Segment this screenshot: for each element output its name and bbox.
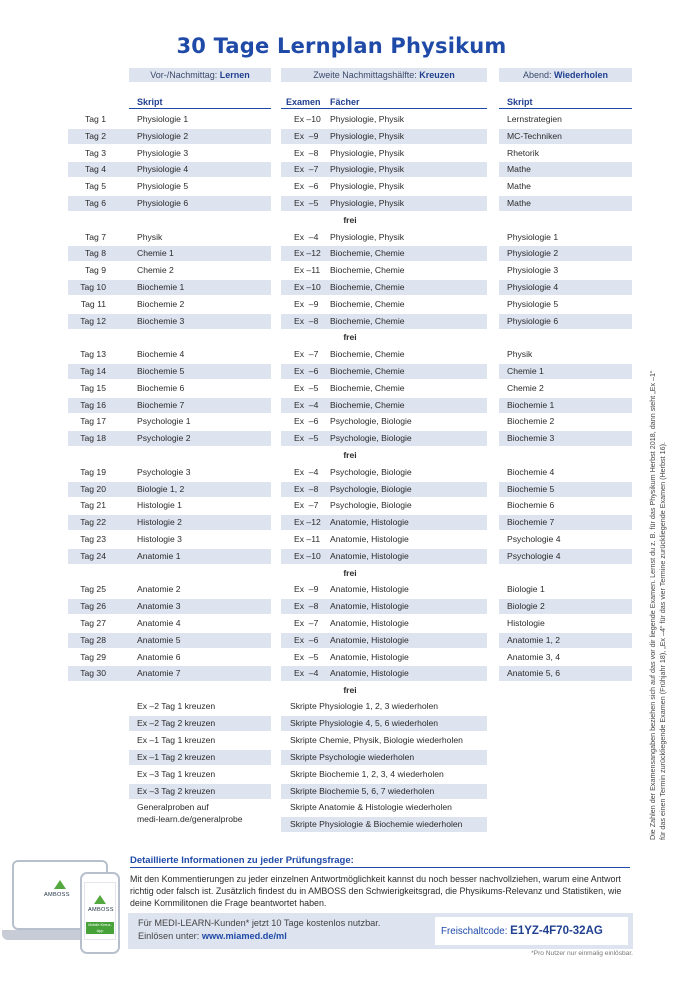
- day-label: Tag 22: [80, 517, 106, 528]
- plan-row: [0, 482, 683, 497]
- skript-cell: Biochemie 5: [137, 366, 185, 376]
- examen-cell: Ex –5: [294, 651, 319, 662]
- plan-row: [0, 263, 683, 278]
- plan-row: [0, 297, 683, 312]
- skript-cell: Anatomie 7: [137, 668, 181, 679]
- examen-cell: Ex –10: [294, 282, 321, 292]
- unlock-code: E1YZ-4F70-32AG: [510, 925, 603, 937]
- faecher-cell: Anatomie, Histologie: [330, 534, 409, 544]
- band-kreuzen: [281, 68, 487, 82]
- faecher-cell: Anatomie, Histologie: [330, 550, 409, 561]
- plan-row: [0, 230, 683, 245]
- band-lernen-prefix: Vor-/Nachmittag:: [150, 70, 220, 80]
- faecher-cell: Biochemie, Chemie: [330, 298, 405, 309]
- skript-cell: Physiologie 4: [137, 164, 189, 175]
- plan-row: [0, 549, 683, 564]
- faecher-cell: Biochemie, Chemie: [330, 382, 405, 393]
- review-row: [0, 817, 683, 832]
- day-label: Tag 5: [84, 181, 106, 192]
- plan-row: [0, 314, 683, 329]
- skript-cell: Psychologie 1: [137, 416, 191, 427]
- abend-cell: Mathe: [507, 164, 531, 175]
- examen-cell: Ex –4: [294, 466, 319, 477]
- faecher-cell: Psychologie, Biologie: [330, 466, 412, 477]
- plan-row: [0, 650, 683, 665]
- abend-cell: Physiologie 3: [507, 265, 559, 276]
- footer-heading: Detaillierte Informationen zu jeder Prüfungsfrage:: [130, 855, 354, 866]
- review-row: [0, 699, 683, 714]
- day-label: Tag 8: [84, 248, 106, 259]
- abend-cell: Biochemie 3: [507, 433, 555, 444]
- faecher-cell: Physiologie, Physik: [330, 164, 405, 175]
- faecher-cell: Psychologie, Biologie: [330, 483, 412, 494]
- plan-row: [0, 633, 683, 648]
- plan-row: [0, 666, 683, 681]
- frei-day-label: frei: [343, 332, 357, 343]
- abend-cell: Psychologie 4: [507, 550, 561, 561]
- skript-cell: Histologie 3: [137, 534, 182, 544]
- day-label: Tag 1: [84, 114, 106, 124]
- review-row: [0, 784, 683, 799]
- exam-day-text: Ex –2 Tag 1 kreuzen: [137, 701, 216, 711]
- skript-cell: Anatomie 1: [137, 550, 181, 561]
- skript-cell: Biochemie 3: [137, 315, 185, 326]
- skript-cell: Biochemie 6: [137, 382, 185, 393]
- frei-day-label: frei: [343, 214, 357, 225]
- skript-cell: Anatomie 4: [137, 618, 181, 628]
- skript-cell: Physiologie 3: [137, 147, 189, 158]
- faecher-cell: Anatomie, Histologie: [330, 618, 409, 628]
- plan-row: [0, 112, 683, 127]
- plan-row: [0, 465, 683, 480]
- faecher-cell: Biochemie, Chemie: [330, 349, 405, 360]
- examen-cell: Ex –9: [294, 584, 319, 595]
- abend-cell: Mathe: [507, 181, 531, 192]
- review-row: [0, 800, 683, 815]
- frei-day-label: frei: [343, 685, 357, 696]
- band-kreuzen-prefix: Zweite Nachmittagshälfte:: [313, 70, 420, 80]
- abend-cell: Anatomie 3, 4: [507, 651, 561, 662]
- day-label: Tag 19: [80, 466, 106, 477]
- skript-cell: Chemie 1: [137, 248, 174, 259]
- day-label: Tag 17: [80, 416, 106, 427]
- plan-row: [0, 381, 683, 396]
- examen-cell: Ex –10: [294, 550, 321, 561]
- frei-day-label: frei: [343, 567, 357, 578]
- examen-cell: Ex –8: [294, 601, 319, 612]
- amboss-logo-icon: [54, 880, 66, 889]
- abend-cell: Biochemie 6: [507, 500, 555, 511]
- header-rule-kreuzen: [281, 108, 487, 109]
- abend-cell: Biochemie 2: [507, 416, 555, 427]
- review-row: [0, 750, 683, 765]
- faecher-cell: Physiologie, Physik: [330, 114, 405, 124]
- skript-cell: Anatomie 5: [137, 634, 181, 645]
- skript-cell: Psychologie 2: [137, 433, 191, 444]
- abend-cell: Chemie 1: [507, 366, 544, 376]
- abend-cell: Histologie: [507, 618, 545, 628]
- examen-cell: Ex –6: [294, 416, 319, 427]
- abend-cell: Anatomie 5, 6: [507, 668, 561, 679]
- day-label: Tag 25: [80, 584, 106, 595]
- faecher-cell: Anatomie, Histologie: [330, 601, 409, 612]
- unlock-code-label: Freischaltcode:: [441, 926, 511, 937]
- day-label: Tag 21: [80, 500, 106, 511]
- faecher-cell: Anatomie, Histologie: [330, 634, 409, 645]
- exam-day-text: Ex –3 Tag 1 kreuzen: [137, 768, 216, 779]
- plan-row: [0, 179, 683, 194]
- day-label: Tag 11: [80, 298, 106, 309]
- examen-cell: Ex –7: [294, 500, 319, 511]
- abend-cell: Physik: [507, 349, 533, 360]
- phone-logo-label: AMBOSS: [88, 907, 114, 913]
- day-label: Tag 6: [84, 198, 106, 208]
- skript-cell: Biochemie 7: [137, 399, 185, 410]
- examen-cell: Ex –4: [294, 231, 319, 242]
- day-label: Tag 16: [80, 399, 106, 410]
- abend-cell: Biologie 1: [507, 584, 545, 595]
- faecher-cell: Psychologie, Biologie: [330, 500, 412, 511]
- examen-cell: Ex –12: [294, 248, 321, 259]
- plan-row: [0, 129, 683, 144]
- examen-cell: Ex –4: [294, 399, 319, 410]
- day-label: Tag 7: [84, 231, 106, 242]
- skript-cell: Physiologie 6: [137, 198, 189, 208]
- abend-cell: Chemie 2: [507, 382, 544, 393]
- day-label: Tag 14: [80, 366, 106, 376]
- faecher-cell: Physiologie, Physik: [330, 130, 405, 141]
- abend-cell: Rhetorik: [507, 147, 539, 158]
- promo-text: [138, 917, 380, 943]
- page-title: 30 Tage Lernplan Physikum: [176, 34, 507, 58]
- review-text: Skripte Chemie, Physik, Biologie wiederholen: [290, 734, 463, 745]
- plan-row: [0, 582, 683, 597]
- skript-cell: Physiologie 1: [137, 114, 189, 124]
- header-examen: Examen: [286, 97, 321, 107]
- day-label: Tag 13: [80, 349, 106, 360]
- review-text: Skripte Physiologie & Biochemie wiederholen: [290, 819, 463, 830]
- skript-cell: Biochemie 1: [137, 282, 185, 292]
- review-text: Skripte Biochemie 1, 2, 3, 4 wiederholen: [290, 768, 444, 779]
- laptop-logo-label: AMBOSS: [44, 892, 70, 898]
- faecher-cell: Physiologie, Physik: [330, 181, 405, 192]
- exam-day-text: Ex –2 Tag 2 kreuzen: [137, 717, 216, 728]
- abend-cell: Biologie 2: [507, 601, 545, 612]
- promo-url-link[interactable]: www.miamed.de/ml: [201, 931, 287, 941]
- promo-prefix: Einlösen unter:: [138, 931, 202, 941]
- abend-cell: Physiologie 4: [507, 282, 559, 292]
- plan-row: [0, 398, 683, 413]
- side-note: [648, 260, 668, 840]
- examen-cell: Ex –6: [294, 634, 319, 645]
- faecher-cell: Biochemie, Chemie: [330, 265, 405, 276]
- plan-row: [0, 599, 683, 614]
- plan-row: [0, 498, 683, 513]
- header-rule-abend: [499, 108, 632, 109]
- day-label: Tag 3: [84, 147, 106, 158]
- skript-cell: Physiologie 2: [137, 130, 189, 141]
- plan-row: [0, 162, 683, 177]
- day-label: Tag 9: [84, 265, 106, 276]
- review-row: [0, 716, 683, 731]
- day-label: Tag 18: [80, 433, 106, 444]
- band-abend-bold: Wiederholen: [554, 70, 608, 80]
- generalprobe-text: Generalproben auf: [137, 802, 209, 813]
- skript-cell: Biologie 1, 2: [137, 483, 185, 494]
- abend-cell: Biochemie 7: [507, 517, 555, 528]
- exam-day-text: Ex –3 Tag 2 kreuzen: [137, 785, 216, 796]
- band-abend: [499, 68, 632, 82]
- skript-cell: Anatomie 3: [137, 601, 181, 612]
- footer-text: Mit den Kommentierungen zu jeder einzelnen Antwortmöglichkeit kannst du noch besser nachvollziehen, warum eine Antwort richtig oder falsch ist. Zusätzlich findest du in AMBOSS den Schwierigkeitsgrad, die Physikums-Relevanz und Statistiken, wie deine Kommilitonen die Frage beantwortet haben.: [130, 874, 622, 908]
- skript-cell: Psychologie 3: [137, 466, 191, 477]
- plan-row: [0, 616, 683, 631]
- skript-cell: Physik: [137, 231, 163, 242]
- day-label: Tag 20: [80, 483, 106, 494]
- day-label: Tag 30: [80, 668, 106, 679]
- day-label: Tag 28: [80, 634, 106, 645]
- abend-cell: Lernstrategien: [507, 114, 562, 124]
- abend-cell: Biochemie 1: [507, 399, 555, 410]
- day-label: Tag 2: [84, 130, 106, 141]
- faecher-cell: Biochemie, Chemie: [330, 282, 405, 292]
- unlock-code-box: [435, 917, 628, 945]
- examen-cell: Ex –7: [294, 164, 319, 175]
- examen-cell: Ex –7: [294, 618, 319, 628]
- plan-row: [0, 532, 683, 547]
- day-label: Tag 4: [84, 164, 106, 175]
- review-text: Skripte Physiologie 4, 5, 6 wiederholen: [290, 717, 439, 728]
- review-text: Skripte Biochemie 5, 6, 7 wiederholen: [290, 785, 435, 796]
- plan-row: [0, 196, 683, 211]
- examen-cell: Ex –11: [294, 534, 321, 544]
- plan-row: [0, 246, 683, 261]
- day-label: Tag 27: [80, 618, 106, 628]
- review-text: Skripte Physiologie 1, 2, 3 wiederholen: [290, 701, 439, 711]
- plan-row: [0, 280, 683, 295]
- side-note-line-1: Die Zahlen der Examensangaben beziehen sich auf das vor dir liegende Examen. Lernst du z. B. für das Physikum Herbst 2018, dann steht „Ex –1“: [648, 370, 657, 840]
- examen-cell: Ex –9: [294, 298, 319, 309]
- faecher-cell: Biochemie, Chemie: [330, 366, 405, 376]
- plan-row: [0, 347, 683, 362]
- review-text: Skripte Psychologie wiederholen: [290, 751, 415, 762]
- faecher-cell: Biochemie, Chemie: [330, 248, 405, 259]
- examen-cell: Ex –5: [294, 198, 319, 208]
- abend-cell: Psychologie 4: [507, 534, 561, 544]
- side-note-line-2: für das einen Termin zurückliegende Examen (Frühjahr 18), „Ex –4“ für das vier Termine zurückliegende Examen (Herbst 16).: [658, 441, 667, 840]
- day-label: Tag 23: [80, 534, 106, 544]
- examen-cell: Ex –9: [294, 130, 319, 141]
- examen-cell: Ex –4: [294, 668, 319, 679]
- examen-cell: Ex –8: [294, 315, 319, 326]
- plan-row: [0, 515, 683, 530]
- faecher-cell: Biochemie, Chemie: [330, 399, 405, 410]
- faecher-cell: Anatomie, Histologie: [330, 517, 409, 528]
- day-label: Tag 26: [80, 601, 106, 612]
- abend-cell: Physiologie 1: [507, 231, 559, 242]
- examen-cell: Ex –7: [294, 349, 319, 360]
- abend-cell: Biochemie 5: [507, 483, 555, 494]
- plan-row: [0, 364, 683, 379]
- abend-cell: Physiologie 2: [507, 248, 559, 259]
- promo-line-1: Für MEDI-LEARN-Kunden* jetzt 10 Tage kostenlos nutzbar.: [138, 918, 381, 928]
- examen-cell: Ex –6: [294, 366, 319, 376]
- frei-day-label: frei: [343, 450, 357, 460]
- band-lernen-bold: Lernen: [219, 70, 250, 80]
- amboss-phone-logo-icon: [94, 895, 106, 904]
- abend-cell: MC-Techniken: [507, 130, 562, 141]
- skript-cell: Histologie 1: [137, 500, 182, 511]
- skript-cell: Biochemie 4: [137, 349, 185, 360]
- exam-day-text: Ex –1 Tag 2 kreuzen: [137, 751, 216, 762]
- faecher-cell: Psychologie, Biologie: [330, 416, 412, 427]
- footer-rule: [130, 867, 630, 868]
- examen-cell: Ex –5: [294, 433, 319, 444]
- skript-cell: Anatomie 2: [137, 584, 181, 595]
- promo-line-2: [138, 930, 380, 943]
- faecher-cell: Biochemie, Chemie: [330, 315, 405, 326]
- skript-cell: Physiologie 5: [137, 181, 189, 192]
- band-lernen: [129, 68, 271, 82]
- examen-cell: Ex –12: [294, 517, 321, 528]
- plan-row: [0, 431, 683, 446]
- examen-cell: Ex –6: [294, 181, 319, 192]
- generalprobe-link[interactable]: medi-learn.de/generalprobe: [137, 814, 243, 825]
- faecher-cell: Psychologie, Biologie: [330, 433, 412, 444]
- examen-cell: Ex –8: [294, 483, 319, 494]
- faecher-cell: Physiologie, Physik: [330, 198, 405, 208]
- abend-cell: Physiologie 6: [507, 315, 559, 326]
- footnote: *Pro Nutzer nur einmalig einlösbar.: [531, 950, 633, 957]
- abend-cell: Physiologie 5: [507, 298, 559, 309]
- examen-cell: Ex –8: [294, 147, 319, 158]
- band-kreuzen-bold: Kreuzen: [419, 70, 455, 80]
- faecher-cell: Anatomie, Histologie: [330, 651, 409, 662]
- faecher-cell: Anatomie, Histologie: [330, 584, 409, 595]
- examen-cell: Ex –10: [294, 114, 321, 124]
- faecher-cell: Physiologie, Physik: [330, 147, 405, 158]
- examen-cell: Ex –5: [294, 382, 319, 393]
- examen-cell: Ex –11: [294, 265, 321, 276]
- day-label: Tag 10: [80, 282, 106, 292]
- faecher-cell: Physiologie, Physik: [330, 231, 405, 242]
- skript-cell: Anatomie 6: [137, 651, 181, 662]
- day-label: Tag 12: [80, 315, 106, 326]
- header-abend-skript: Skript: [507, 97, 533, 107]
- review-text: Skripte Anatomie & Histologie wiederholen: [290, 802, 452, 813]
- abend-cell: Mathe: [507, 198, 531, 208]
- band-abend-prefix: Abend:: [523, 70, 555, 80]
- day-label: Tag 29: [80, 651, 106, 662]
- abend-cell: Biochemie 4: [507, 466, 555, 477]
- header-skript: Skript: [137, 97, 163, 107]
- header-faecher: Fächer: [330, 97, 360, 107]
- skript-cell: Histologie 2: [137, 517, 182, 528]
- skript-cell: Chemie 2: [137, 265, 174, 276]
- abend-cell: Anatomie 1, 2: [507, 634, 561, 645]
- skript-cell: Biochemie 2: [137, 298, 185, 309]
- exam-day-text: Ex –1 Tag 1 kreuzen: [137, 734, 216, 745]
- day-label: Tag 24: [80, 550, 106, 561]
- plan-row: [0, 146, 683, 161]
- review-row: [0, 733, 683, 748]
- header-rule-skript: [129, 108, 271, 109]
- review-row: [0, 767, 683, 782]
- faecher-cell: Anatomie, Histologie: [330, 668, 409, 679]
- plan-row: [0, 414, 683, 429]
- phone-band-label: Mobile Kreuz-App: [88, 923, 112, 933]
- day-label: Tag 15: [80, 382, 106, 393]
